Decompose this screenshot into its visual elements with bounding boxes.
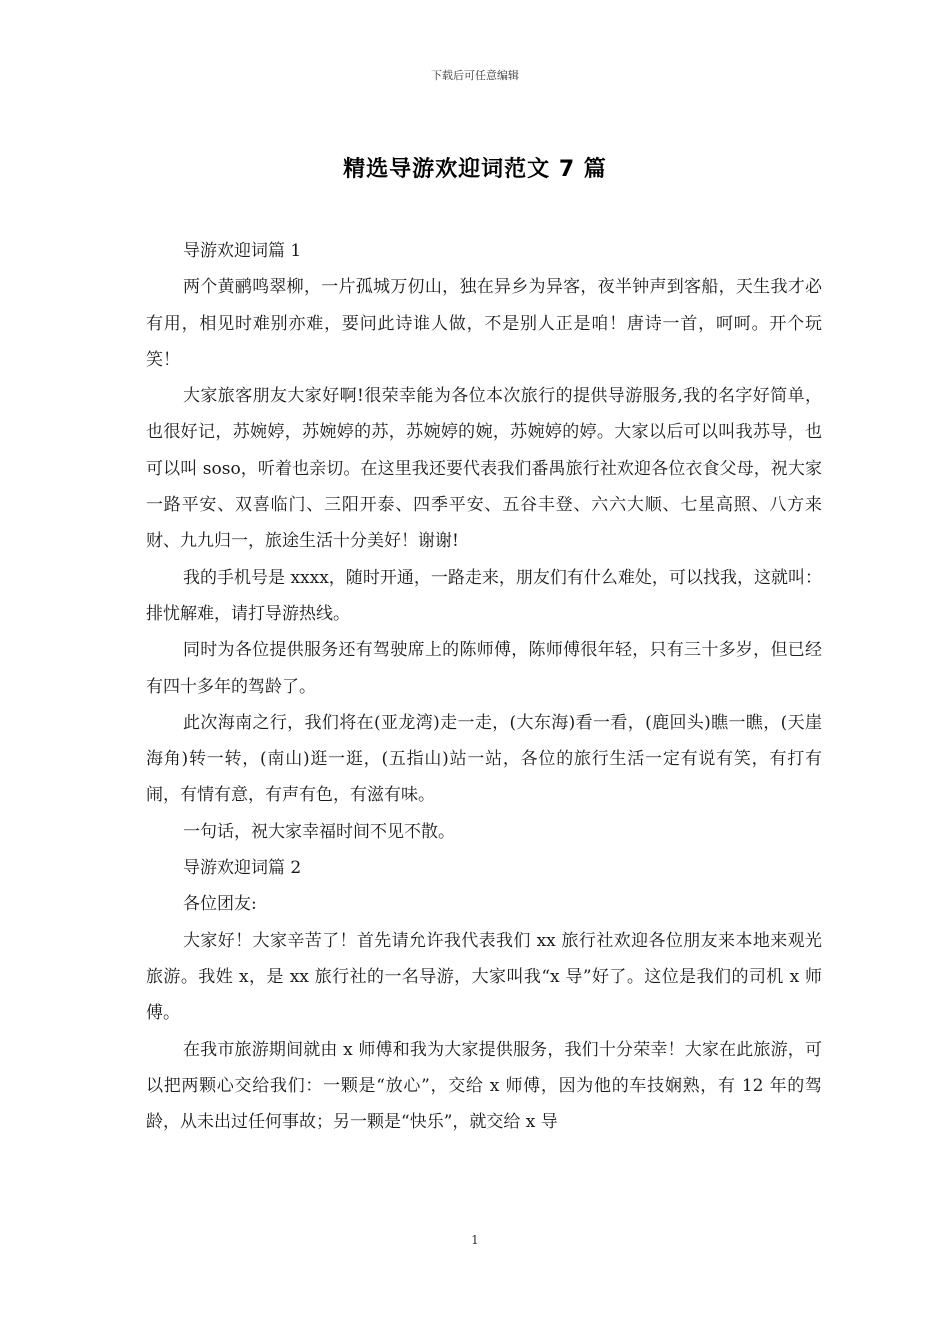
header-note: 下载后可任意编辑	[431, 69, 519, 82]
document-title: 精选导游欢迎词范文 7 篇	[343, 157, 607, 182]
page-number: 1	[471, 1233, 479, 1247]
paragraph: 大家旅客朋友大家好啊!很荣幸能为各位本次旅行的提供导游服务,我的名字好简单，也很好记，苏婉婷，苏婉婷的苏，苏婉婷的婉，苏婉婷的婷。大家以后可以叫我苏导，也可以叫 soso，听着也亲切。在这里我还要代表我们番禺旅行社欢迎各位衣食父母，祝大家一路平安、双喜临门、三阳开泰、四季平安、五谷丰登、六六大顺、七星高照、八方来财、九九归一，旅途生活十分美好！谢谢!	[146, 386, 822, 552]
section-heading: 导游欢迎词篇 2	[183, 858, 302, 879]
paragraph: 此次海南之行，我们将在(亚龙湾)走一走，(大东海)看一看，(鹿回头)瞧一瞧，(天崖海角)转一转，(南山)逛一逛，(五指山)站一站，各位的旅行生活一定有说有笑，有打有闹，有情有意，有声有色，有滋有味。	[146, 712, 822, 806]
paragraph: 大家好！大家辛苦了！首先请允许我代表我们 xx 旅行社欢迎各位朋友来本地来观光旅游。我姓 x，是 xx 旅行社的一名导游，大家叫我“x 导”好了。这位是我们的司机 x 师傅。	[146, 930, 822, 1024]
paragraph: 一句话，祝大家幸福时间不见不散。	[183, 821, 455, 842]
document-body	[146, 233, 822, 1140]
paragraph: 我的手机号是 xxxx，随时开通，一路走来，朋友们有什么难处，可以找我，这就叫：排忧解难，请打导游热线。	[146, 567, 822, 624]
paragraph: 同时为各位提供服务还有驾驶席上的陈师傅，陈师傅很年轻，只有三十多岁，但已经有四十多年的驾龄了。	[146, 640, 822, 697]
paragraph: 各位团友:	[183, 894, 257, 915]
section-heading: 导游欢迎词篇 1	[183, 241, 302, 261]
paragraph: 在我市旅游期间就由 x 师傅和我为大家提供服务，我们十分荣幸！大家在此旅游，可以把两颗心交给我们：一颗是“放心”，交给 x 师傅，因为他的车技娴熟，有 12 年的驾龄，从未出过任何事故；另一颗是“快乐”，就交给 x 导	[146, 1039, 822, 1133]
paragraph: 两个黄鹂鸣翠柳，一片孤城万仞山，独在异乡为异客，夜半钟声到客船，天生我才必有用，相见时难别亦难，要问此诗谁人做，不是别人正是咱！唐诗一首，呵呵。开个玩笑！	[146, 277, 822, 370]
